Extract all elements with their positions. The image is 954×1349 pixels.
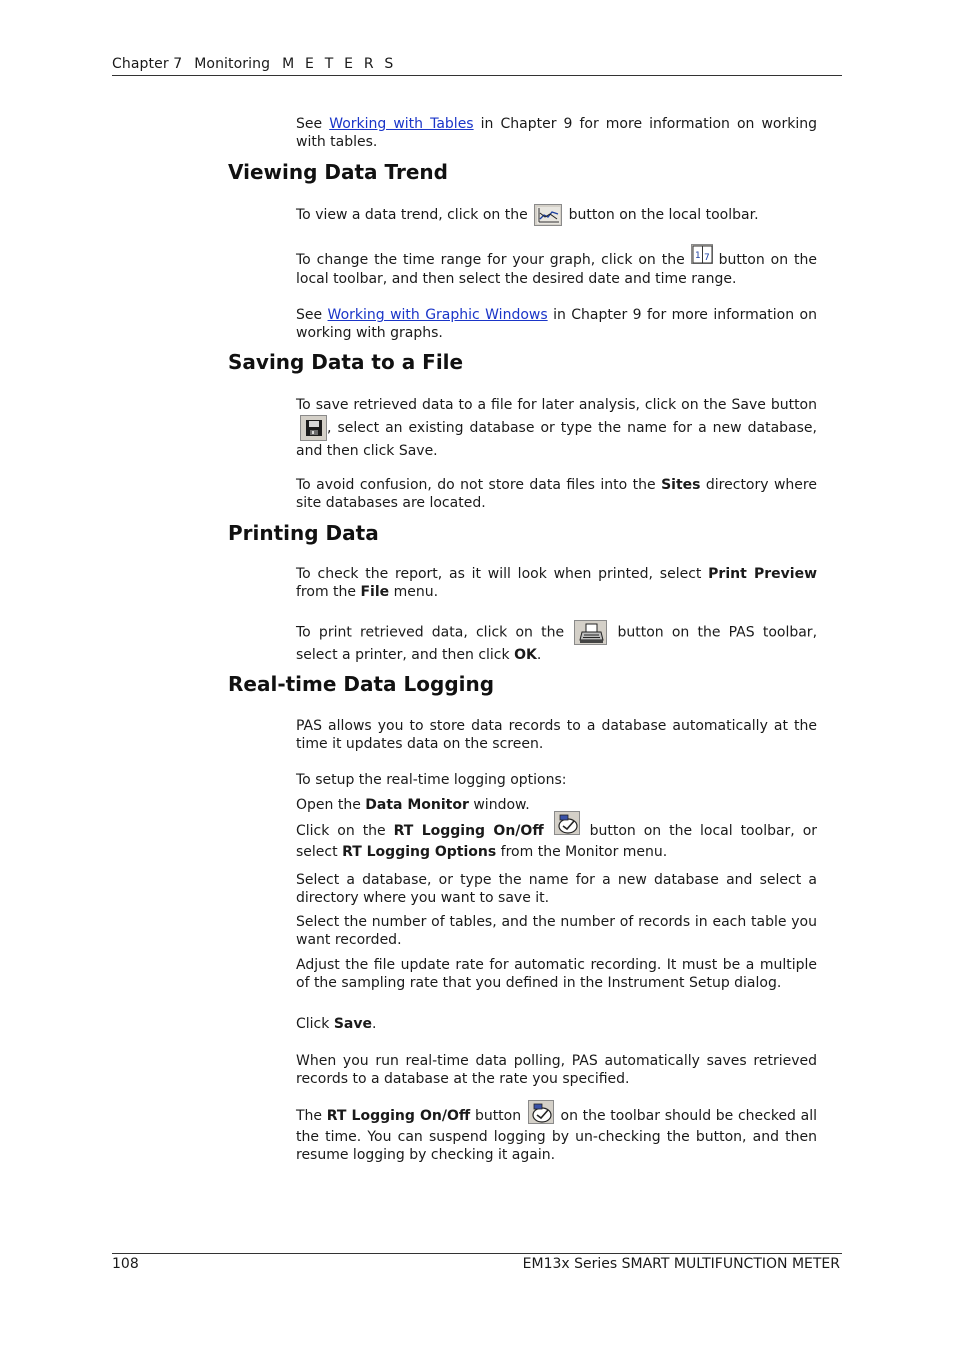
printing-p1-bold2: File	[360, 584, 390, 600]
page-header	[112, 56, 842, 76]
intro-paragraph	[296, 115, 817, 151]
intro-see: See	[296, 116, 323, 132]
logging-s2-c: from the Monitor menu.	[500, 844, 668, 860]
saving-p2-bold: Sites	[661, 477, 701, 493]
time-range-icon[interactable]	[691, 244, 713, 264]
page-footer	[112, 1253, 842, 1272]
working-with-graphic-windows-link[interactable]: Working with Graphic Windows	[327, 307, 548, 323]
trend-p3-rest: in Chapter 9 for more information on working with graphs.	[296, 307, 817, 341]
saving-p1-a: To save retrieved data to a file for later analysis, click on the Save button	[296, 397, 817, 413]
logging-p4-a: The	[296, 1108, 323, 1124]
saving-paragraph-2	[296, 476, 817, 512]
saving-p1-b: , select an existing database or type the name for a new database, and then click Save.	[296, 420, 817, 459]
saving-paragraph-1	[296, 395, 817, 461]
trend-p3-see: See	[296, 307, 323, 323]
rt-logging-icon-2[interactable]	[528, 1100, 554, 1124]
trend-paragraph-3	[296, 306, 817, 342]
save-disk-icon[interactable]	[300, 415, 327, 441]
trend-p2-b: button on the local toolbar, and then select the desired date and time range.	[296, 252, 818, 287]
logging-s2-a: Click on the	[296, 823, 386, 839]
logging-paragraph-2: To setup the real-time logging options:	[296, 772, 567, 788]
logging-paragraph-1: PAS allows you to store data records to a database automatically at the time it updates data on the screen.	[296, 718, 817, 752]
chapter-label: Chapter 7	[112, 56, 183, 72]
printing-p1-a: To check the report, as it will look when printed, select	[296, 566, 702, 582]
printing-p2-bold: OK	[514, 647, 537, 663]
trend-paragraph-2	[296, 250, 817, 288]
printer-icon[interactable]	[574, 620, 607, 645]
printing-p1-b: from the	[296, 584, 357, 600]
printing-p1-bold1: Print Preview	[708, 566, 818, 582]
saving-p2-a: To avoid confusion, do not store data files into the	[296, 477, 656, 493]
saving-data-heading: Saving Data to a File	[228, 350, 464, 374]
printing-p2-c: .	[536, 647, 542, 663]
logging-p4-bold: RT Logging On/Off	[326, 1108, 471, 1124]
meters-label: M E T E R S	[282, 56, 397, 72]
rt-logging-icon[interactable]	[554, 811, 580, 835]
logging-step-4: Select the number of tables, and the number of records in each table you want recorded.	[296, 914, 817, 948]
logging-s1-a: Open the	[296, 797, 361, 813]
logging-s2-bold1: RT Logging On/Off	[393, 823, 544, 839]
printing-p1-c: menu.	[393, 584, 439, 600]
printing-paragraph-2	[296, 620, 817, 665]
trend-paragraph-1	[296, 204, 817, 226]
printing-p2-b: button on the PAS toolbar, select a printer, and then click	[296, 624, 818, 663]
logging-p4-b: button	[474, 1108, 522, 1124]
page-number: 108	[112, 1256, 139, 1272]
logging-s6-b: .	[371, 1016, 377, 1032]
printing-p2-a: To print retrieved data, click on the	[296, 624, 565, 641]
svg-text:7: 7	[703, 253, 710, 263]
logging-s1-bold: Data Monitor	[365, 797, 469, 813]
logging-step-5: Adjust the file update rate for automatic recording. It must be a multiple of the sampling rate that you defined in the Instrument Setup dialog.	[296, 957, 817, 991]
saving-p2-b: directory where site databases are located.	[296, 477, 817, 511]
logging-step-3: Select a database, or type the name for a new database and select a directory where you want to save it.	[296, 872, 817, 906]
logging-paragraph-3: When you run real-time data polling, PAS automatically saves retrieved records to a database at the rate you specified.	[296, 1053, 817, 1087]
trend-p1-a: To view a data trend, click on the	[296, 207, 528, 223]
section-label: Monitoring	[194, 56, 271, 72]
logging-s6-bold: Save	[333, 1016, 372, 1032]
logging-step-2	[296, 819, 817, 861]
viewing-data-trend-heading: Viewing Data Trend	[228, 160, 448, 184]
printing-paragraph-1	[296, 565, 817, 601]
printing-data-heading: Printing Data	[228, 521, 379, 545]
intro-rest: in Chapter 9 for more information on working with tables.	[296, 116, 818, 150]
trend-graph-icon[interactable]	[534, 204, 562, 226]
logging-s1-b: window.	[473, 797, 530, 813]
logging-paragraph-4	[296, 1104, 817, 1164]
trend-p2-a: To change the time range for your graph, click on the	[296, 252, 685, 268]
logging-s6-a: Click	[296, 1016, 330, 1032]
logging-p4-c: on the toolbar should be checked all the time. You can suspend logging by un-checking the button, and then resume logging by checking it again.	[296, 1108, 817, 1163]
logging-s2-b: button on the local toolbar, or select	[296, 823, 818, 860]
real-time-logging-heading: Real-time Data Logging	[228, 672, 495, 696]
trend-p1-b: button on the local toolbar.	[568, 207, 759, 223]
logging-s2-bold2: RT Logging Options	[342, 844, 497, 860]
logging-step-6	[296, 1015, 817, 1033]
svg-text:1: 1	[694, 251, 701, 261]
working-with-tables-link[interactable]: Working with Tables	[329, 116, 474, 132]
footer-title: EM13x Series SMART MULTIFUNCTION METER	[522, 1256, 840, 1272]
